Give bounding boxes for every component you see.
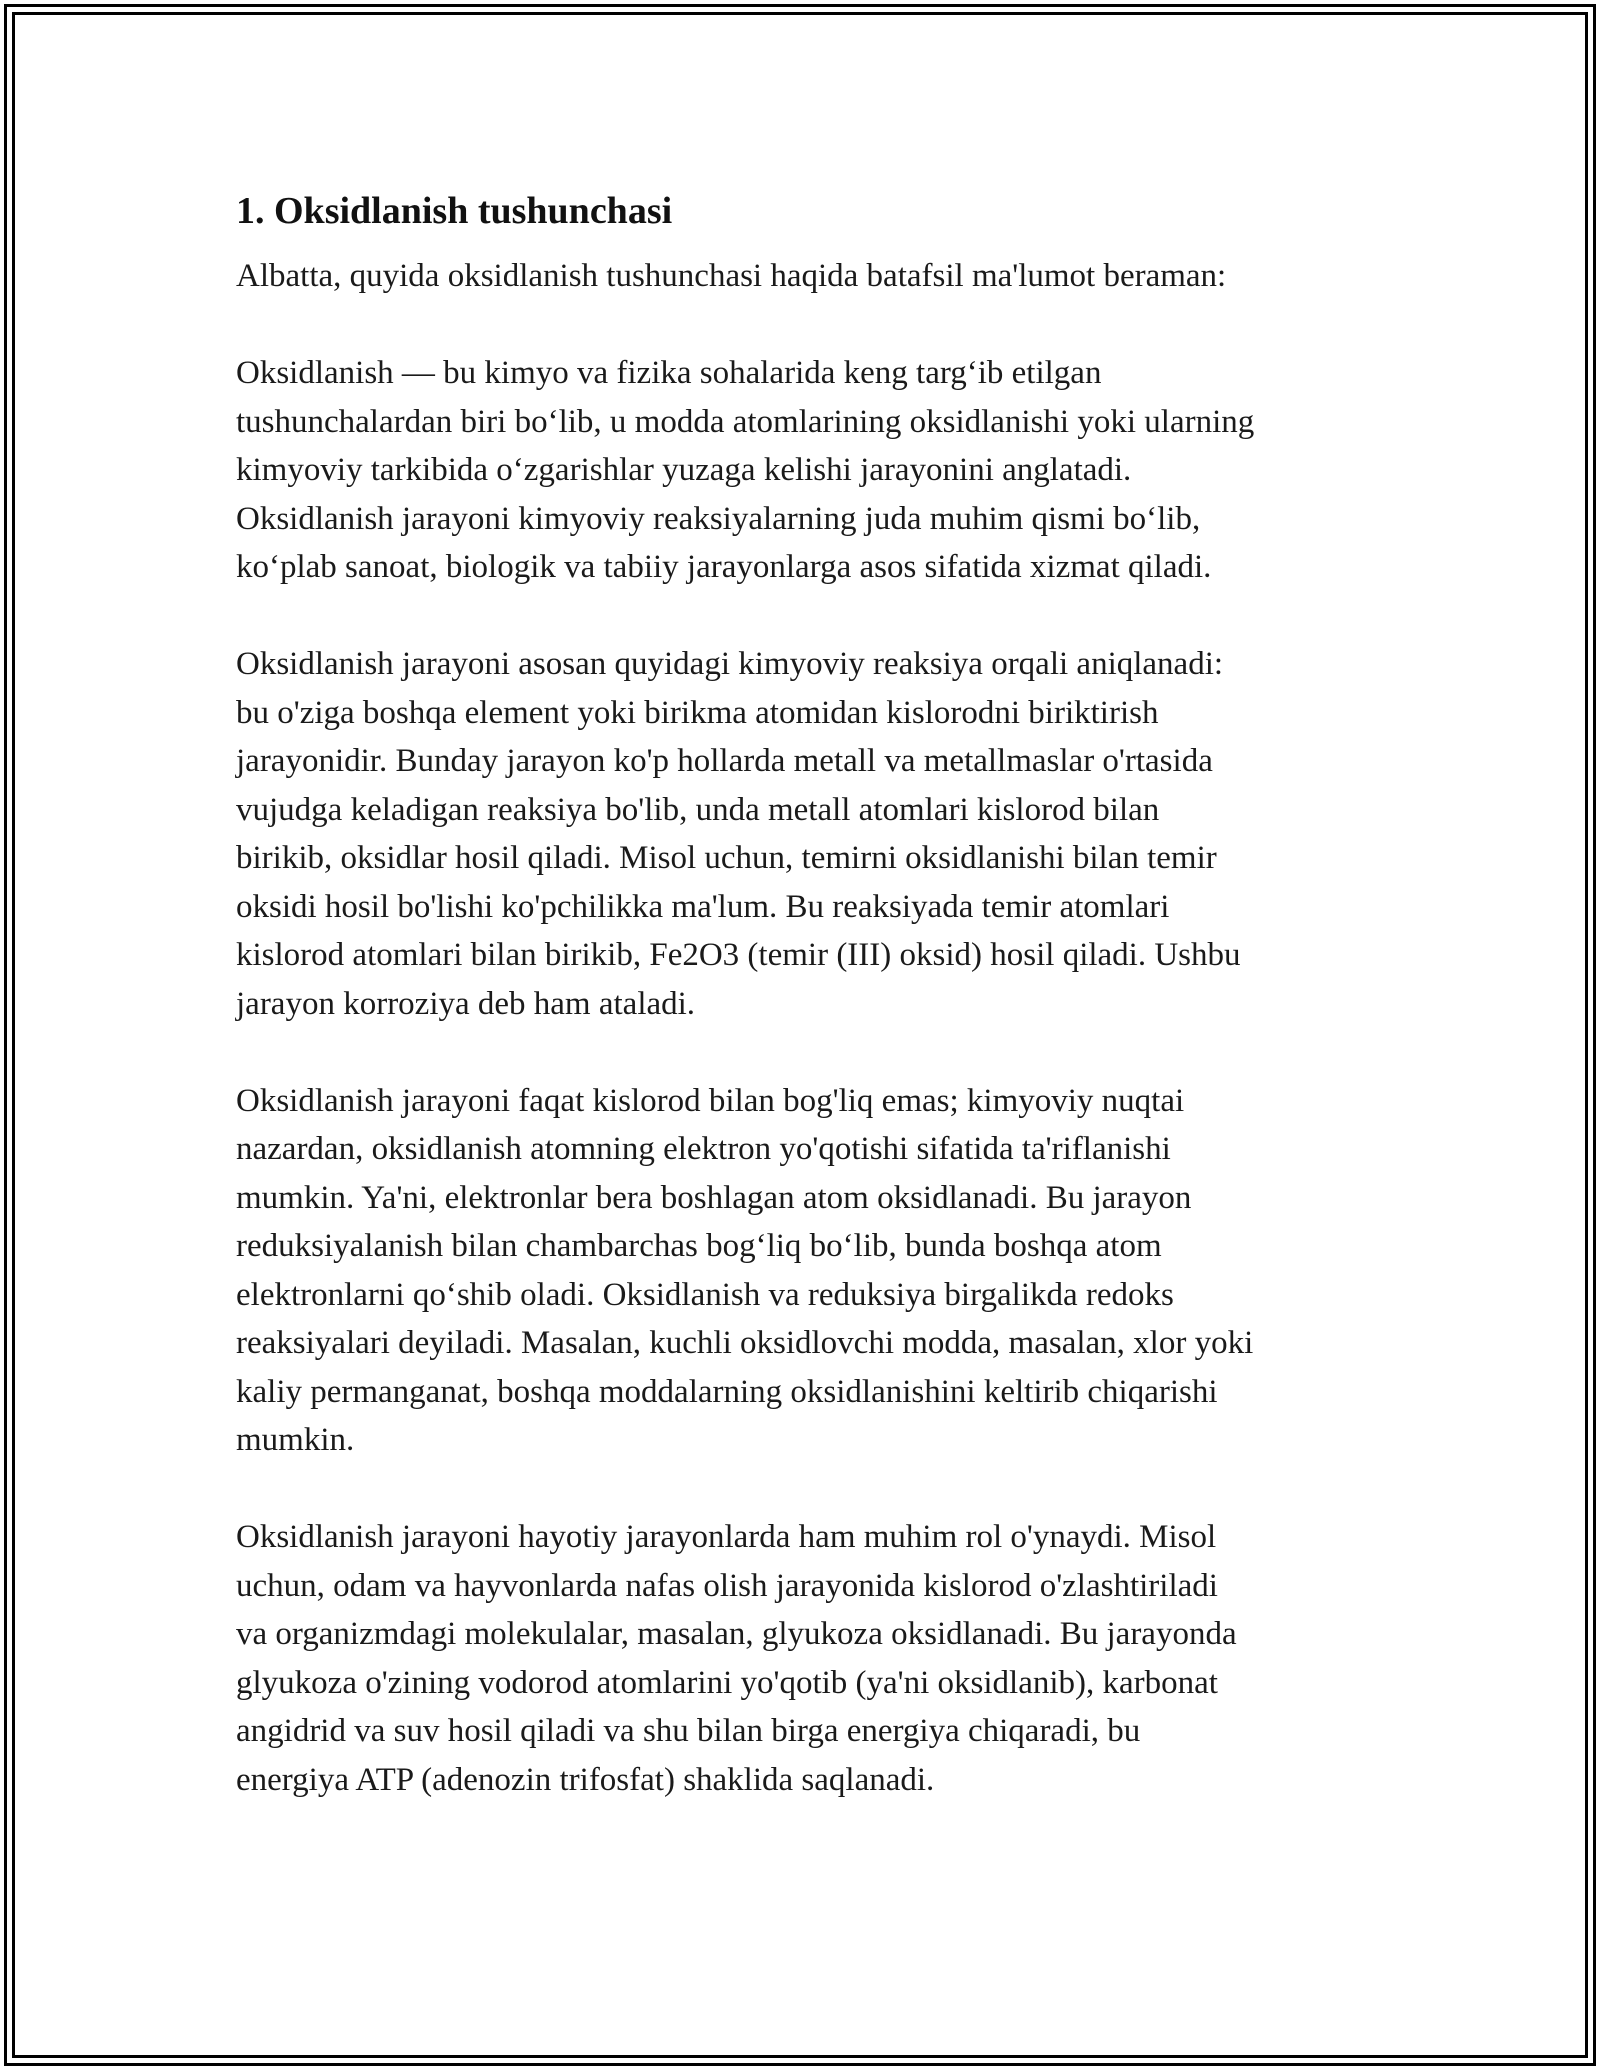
paragraph-electron-loss: Oksidlanish jarayoni faqat kislorod bilan bog'liq emas; kimyoviy nuqtai nazardan, oksidlanish atomning elektron yo'qotishi sifatida ta'riflanishi mumkin. Ya'ni, elektronlar bera boshlagan atom oksidlanadi. Bu jarayon reduksiyalanish bilan chambarchas bog‘liq bo‘lib, bunda boshqa atom elektronlarni qo‘shib oladi. Oksidlanish va reduksiya birgalikda redoks reaksiyalari deyiladi. Masalan, kuchli oksidlovchi modda, masalan, xlor yoki kaliy permanganat, boshqa moddalarning oksidlanishini keltirib chiqarishi mumkin. bbox=[236, 1082, 1254, 1458]
paragraph-definition: Oksidlanish — bu kimyo va fizika sohalarida keng targ‘ib etilgan tushunchalardan biri bo‘lib, u modda atomlarining oksidlanishi yoki ularning kimyoviy tarkibida o‘zgarishlar yuzaga kelishi jarayonini anglatadi. Oksidlanish jarayoni kimyoviy reaksiyalarning juda muhim qismi bo‘lib, ko‘plab sanoat, biologik va tabiiy jarayonlarga asos sifatida xizmat qiladi. bbox=[236, 355, 1255, 585]
paragraph-intro: Albatta, quyida oksidlanish tushunchasi haqida batafsil ma'lumot beraman: bbox=[236, 258, 1227, 294]
document-body bbox=[236, 186, 1386, 1853]
section-heading: 1. Oksidlanish tushunchasi bbox=[236, 190, 673, 232]
paragraph-biological: Oksidlanish jarayoni hayotiy jarayonlarda ham muhim rol o'ynaydi. Misol uchun, odam va hayvonlarda nafas olish jarayonida kislorod o'zlashtiriladi va organizmdagi molekulalar, masalan, glyukoza oksidlanadi. Bu jarayonda glyukoza o'zining vodorod atomlarini yo'qotib (ya'ni oksidlanib), karbonat angidrid va suv hosil qiladi va shu bilan birga energiya chiqaradi, bu energiya ATP (adenozin trifosfat) shaklida saqlanadi. bbox=[236, 1519, 1237, 1798]
paragraph-oxygen-reaction: Oksidlanish jarayoni asosan quyidagi kimyoviy reaksiya orqali aniqlanadi: bu o'ziga boshqa element yoki birikma atomidan kislorodni biriktirish jarayonidir. Bunday jarayon ko'p hollarda metall va metallmaslar o'rtasida vujudga keladigan reaksiya bo'lib, unda metall atomlari kislorod bilan birikib, oksidlar hosil qiladi. Misol uchun, temirni oksidlanishi bilan temir oksidi hosil bo'lishi ko'pchilikka ma'lum. Bu reaksiyada temir atomlari kislorod atomlari bilan birikib, Fe2O3 (temir (III) oksid) hosil qiladi. Ushbu jarayon korroziya deb ham ataladi. bbox=[236, 646, 1241, 1022]
